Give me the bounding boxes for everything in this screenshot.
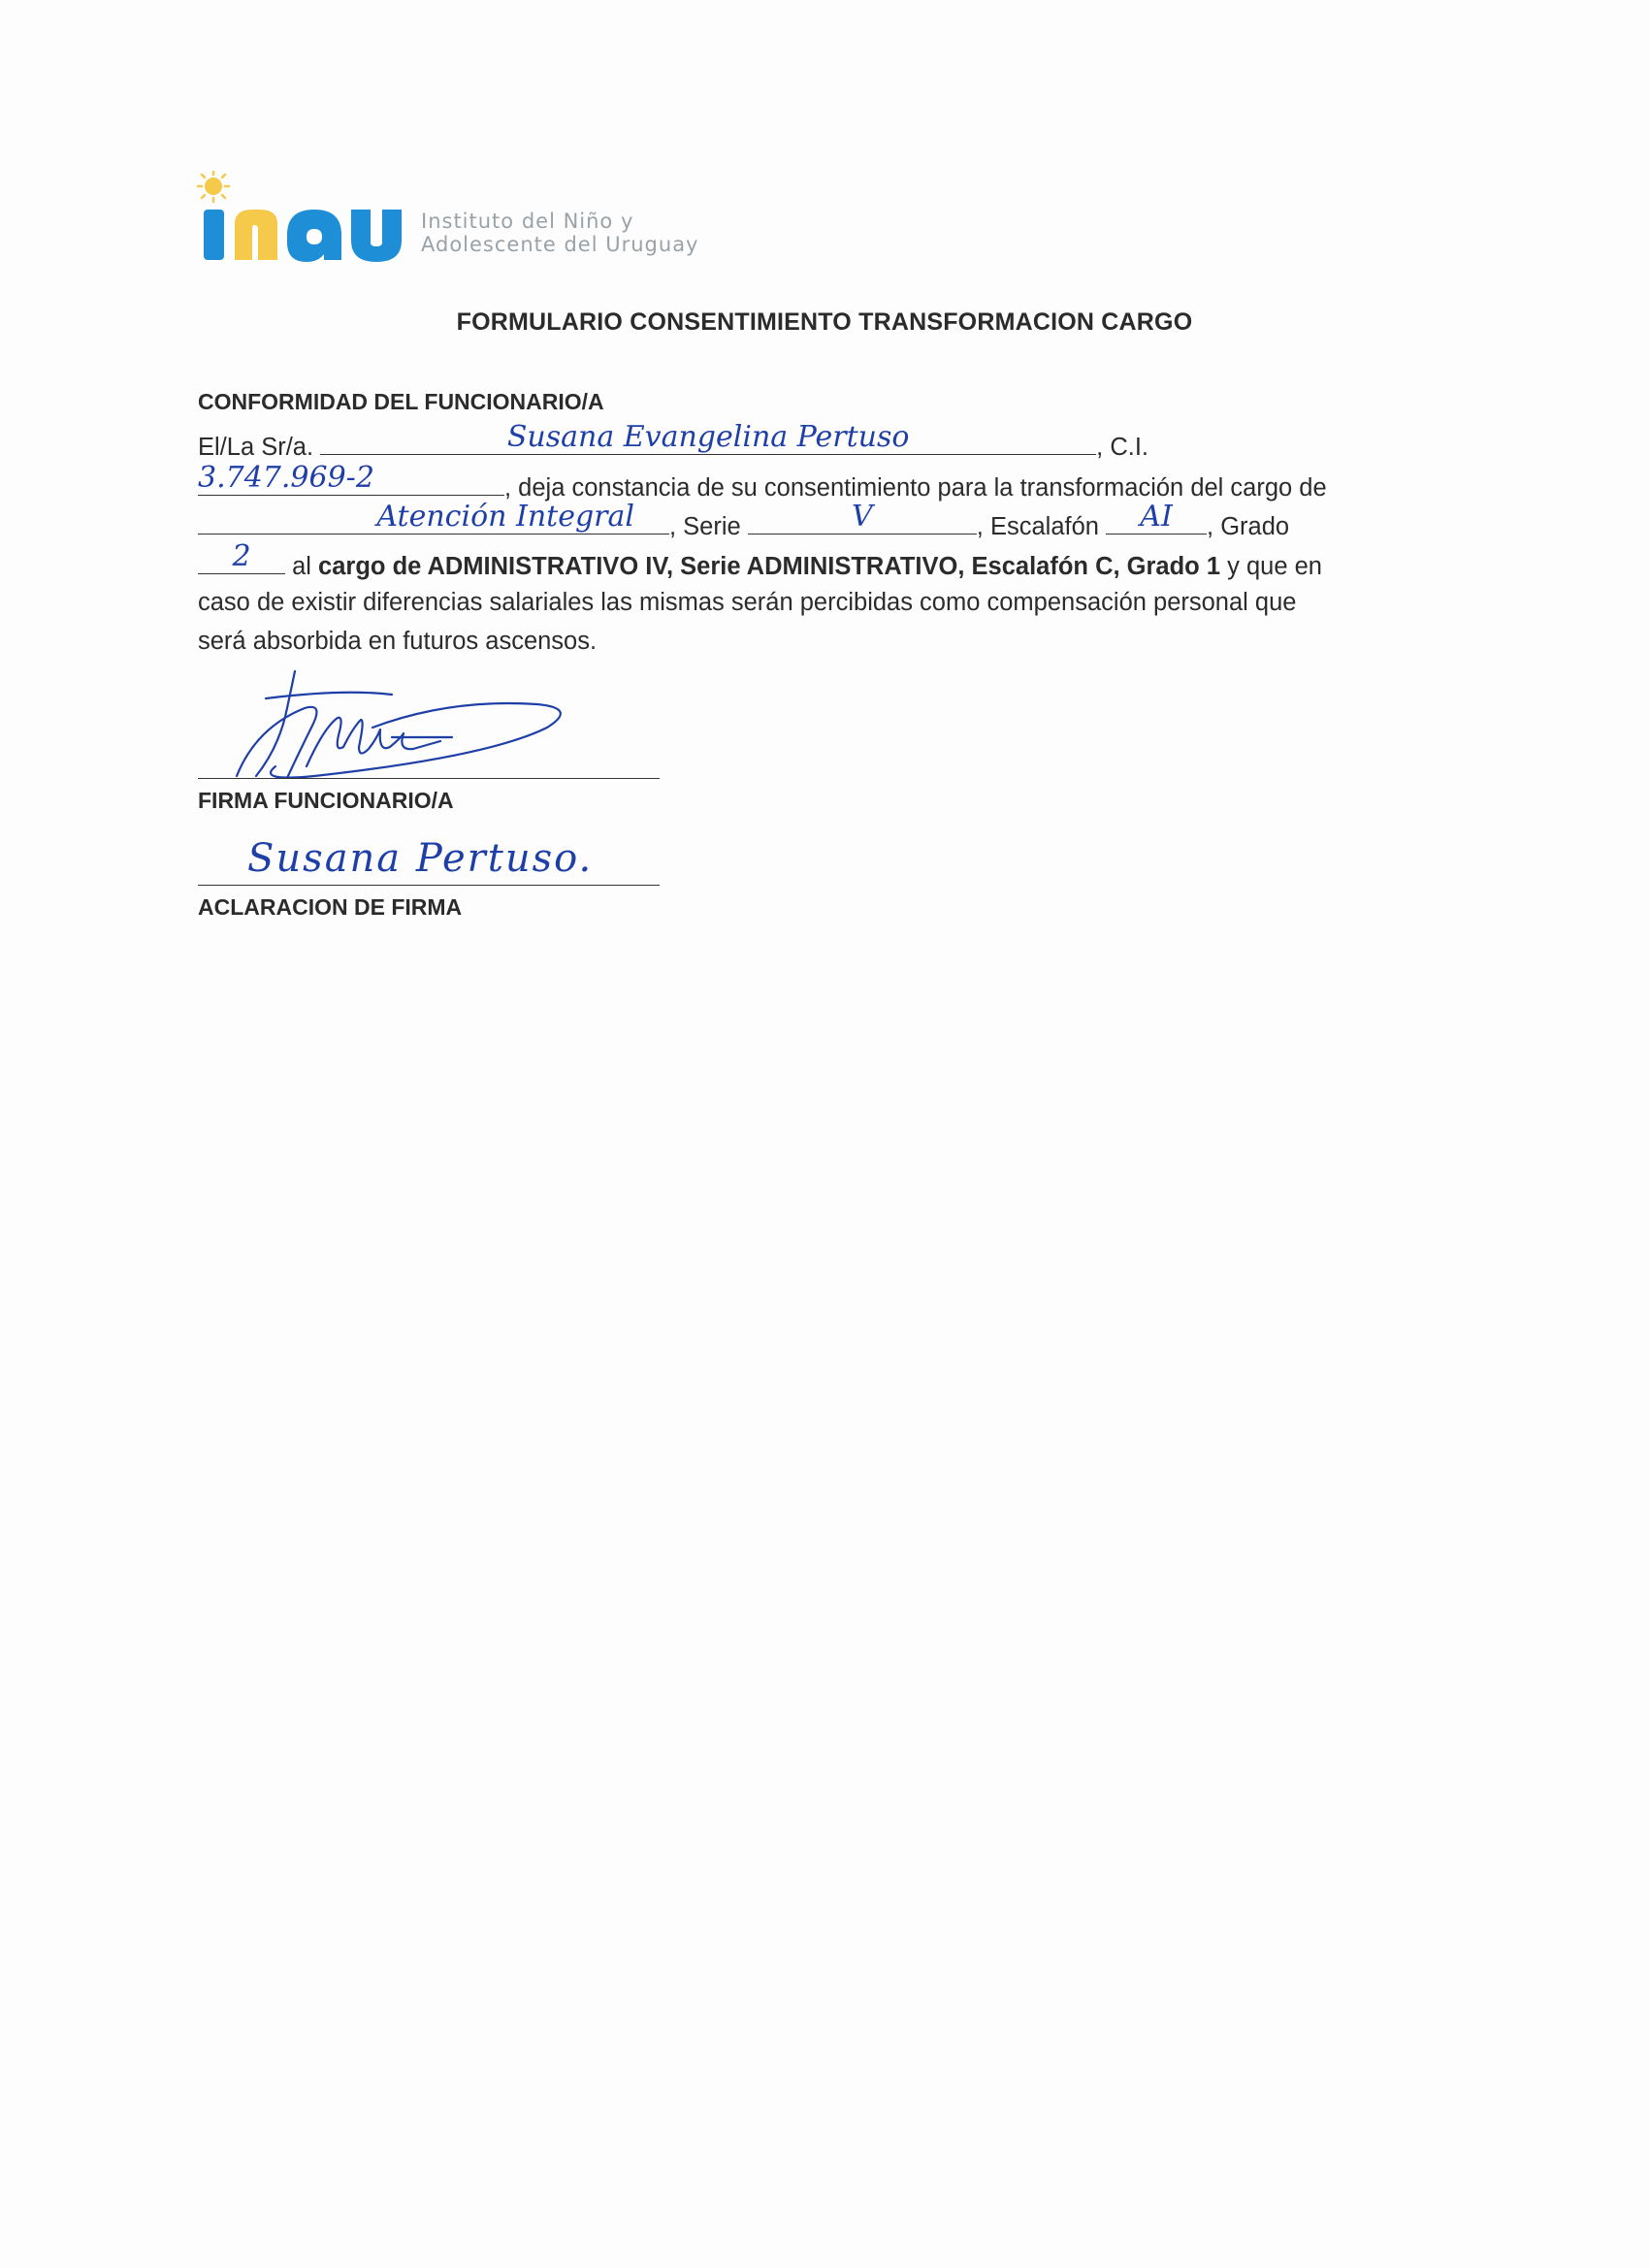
serie-field[interactable] (748, 500, 977, 535)
serie-handwritten: V (851, 500, 873, 534)
el-la-label: El/La Sr/a. (198, 434, 314, 461)
name-field[interactable] (320, 420, 1096, 455)
escalafon-field[interactable] (1106, 500, 1207, 535)
ci-label: , C.I. (1096, 434, 1148, 461)
aclaracion-signature-line[interactable] (198, 885, 660, 886)
section-heading: CONFORMIDAD DEL FUNCIONARIO/A (198, 389, 604, 414)
aclaracion-handwritten: Susana Pertuso. (247, 836, 594, 881)
new-cargo-text: cargo de ADMINISTRATIVO IV, Serie ADMINISTRATIVO, Escalafón C, Grado 1 (318, 553, 1221, 580)
inau-logo (192, 171, 735, 268)
escalafon-handwritten: AI (1140, 500, 1173, 534)
signature-scribble (198, 669, 586, 786)
escalafon-label: , Escalafón (976, 513, 1099, 540)
ci-line (198, 461, 1327, 502)
form-title: FORMULARIO CONSENTIMIENTO TRANSFORMACION CARGO (456, 308, 1193, 336)
ci-field[interactable] (198, 461, 504, 496)
cargo-field[interactable] (198, 500, 669, 535)
ci-handwritten: 3.747.969-2 (198, 461, 374, 495)
inau-logo-mark (192, 171, 415, 268)
sun-icon (198, 171, 229, 202)
grado-handwritten: 2 (232, 539, 251, 573)
name-line (198, 420, 1148, 462)
firma-label: FIRMA FUNCIONARIO/A (198, 788, 454, 813)
new-cargo-line (198, 539, 1322, 581)
deja-constancia-text: , deja constancia de su consentimiento para la transformación del cargo de (504, 474, 1327, 502)
grado-field[interactable] (198, 539, 285, 574)
cargo-line (198, 500, 1290, 541)
logo-text-line-2: Adolescente del Uruguay (421, 233, 699, 256)
grado-label: , Grado (1207, 513, 1290, 540)
signature-drawing (198, 669, 663, 786)
aclaracion-label: ACLARACION DE FIRMA (198, 894, 463, 920)
name-handwritten: Susana Evangelina Pertuso (506, 420, 910, 454)
logo-text-line-1: Instituto del Niño y (421, 210, 634, 233)
firma-signature-line[interactable] (198, 778, 660, 779)
cargo-handwritten: Atención Integral (376, 500, 634, 534)
y-que-en-text: y que en (1220, 553, 1322, 580)
absorption-line: será absorbida en futuros ascensos. (198, 628, 598, 655)
serie-label: , Serie (669, 513, 741, 540)
al-label: al (292, 553, 311, 580)
compensation-line: caso de existir diferencias salariales las mismas serán percibidas como compensación personal que (198, 589, 1297, 616)
